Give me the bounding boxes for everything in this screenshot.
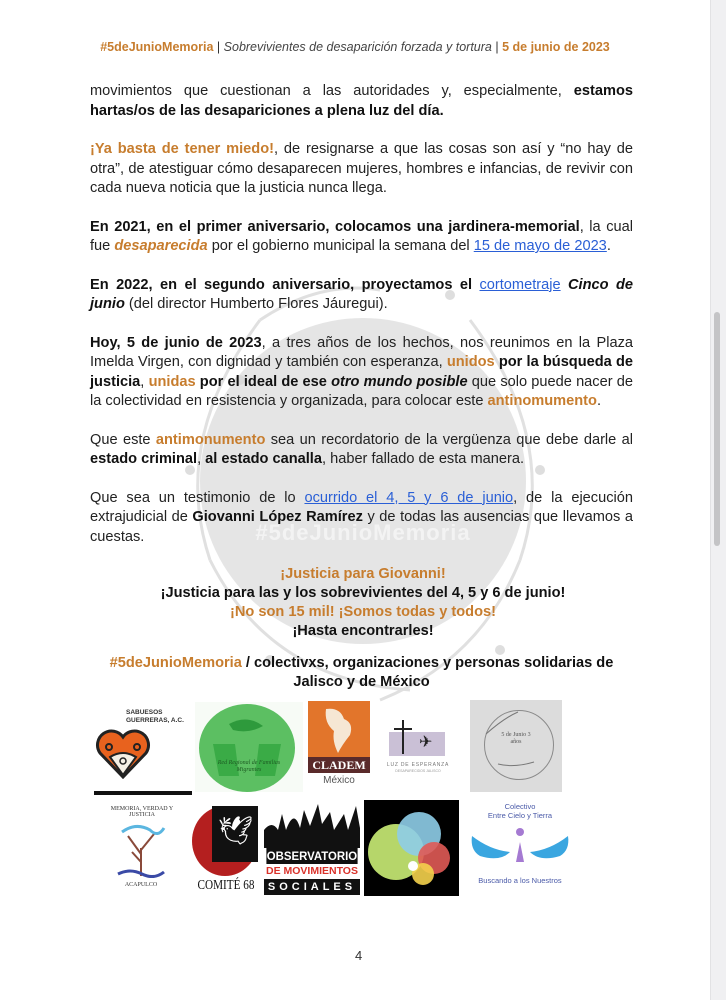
- watermark-text: #5deJunioMemoria: [255, 520, 471, 545]
- bold-text: En 2021, en el primer aniversario, colocamos una jardinera-memorial: [90, 218, 580, 235]
- bold-text: por la búsqueda de justicia: [90, 354, 633, 390]
- scrollbar-thumb[interactable]: [714, 312, 720, 546]
- highlight-text: unidas: [148, 373, 196, 390]
- logo-text: Colectivo: [504, 802, 536, 811]
- paragraph-6: [90, 431, 633, 470]
- body-text: [90, 82, 633, 566]
- header-separator: |: [213, 40, 224, 54]
- cross-icon: [402, 720, 404, 754]
- text: .: [596, 393, 602, 409]
- logo-text: OBSERVATORIO: [266, 849, 358, 863]
- text: sea un recordatorio de la vergüenza que debe darle al: [265, 431, 634, 448]
- bold-text: al estado canalla: [205, 451, 322, 467]
- film-title: Cinco de junio: [90, 276, 634, 312]
- text: movimientos que cuestionan a las autoridades y, especialmente,: [90, 83, 574, 99]
- logo-memoria-verdad-justicia: [94, 802, 188, 894]
- logo-circles: [364, 800, 459, 896]
- text: , de la ejecución extrajudicial de: [90, 489, 633, 525]
- logo-text: Buscando a los Nuestros: [478, 876, 562, 885]
- text: [561, 277, 568, 293]
- text: Que sea un testimonio de lo: [90, 489, 305, 506]
- olive-branch-icon: [474, 704, 558, 788]
- bold-text: estamos hartas/os de las desapariciones a plena luz del día.: [90, 83, 633, 119]
- logo-text: SABUESOS GUERRERAS, A.C.: [126, 709, 184, 724]
- tree-icon: [116, 818, 166, 878]
- divider: [94, 791, 192, 795]
- paragraph-7: [90, 489, 633, 548]
- header-subtitle: Sobrevivientes de desaparición forzada y tortura: [223, 40, 492, 54]
- page-header: [0, 40, 710, 54]
- slogan: ¡Justicia para Giovanni!: [280, 566, 446, 582]
- logo-text: CLADEM: [308, 757, 370, 773]
- text: , de resignarse a que las cosas son así y “no hay de otra”, de atestiguar cómo desaparecen mujeres, hombres e infancias, de revivir con cada nueva noticia que la justicia nunca llega.: [90, 141, 633, 196]
- paragraph-5: [90, 334, 633, 412]
- latin-america-map-icon: [320, 705, 358, 755]
- overlapping-circles-icon: [364, 800, 459, 896]
- slogan: ¡Hasta encontrarles!: [292, 623, 434, 639]
- slogan: ¡Justicia para las y los sobrevivientes del 4, 5 y 6 de junio!: [160, 585, 566, 601]
- highlight-text: antinomumento: [487, 393, 597, 409]
- text: Que este: [90, 431, 156, 448]
- logo-observatorio: [264, 800, 360, 896]
- logo-text: DE MOVIMIENTOS: [266, 865, 358, 877]
- logo-text: LUZ DE ESPERANZA: [386, 762, 450, 768]
- dove-icon: 🕊: [218, 815, 254, 846]
- logo-cladem: [308, 701, 370, 793]
- header-hashtag: #5deJunioMemoria: [100, 40, 214, 54]
- logo-text: SOCIALES: [264, 879, 360, 895]
- link-ocurrido[interactable]: ocurrido el 4, 5 y 6 de junio: [304, 489, 514, 506]
- text: (del director Humberto Flores Jáuregui).: [124, 296, 388, 312]
- paragraph-4: [90, 276, 633, 315]
- logo-text: 5 de Junio 3 años: [501, 732, 531, 745]
- logo-text: México: [323, 775, 355, 786]
- logo-text: DESAPARECIDOS JALISCO: [395, 769, 441, 773]
- slogans: [0, 565, 710, 641]
- header-separator: |: [491, 40, 503, 54]
- logo-5-de-junio: [470, 700, 562, 792]
- text: que solo puede nacer de la colectividad en resistencia y organizada, para colocar este: [90, 373, 634, 409]
- header-date: 5 de junio de 2023: [502, 40, 610, 54]
- bold-italic-text: otro mundo posible: [331, 373, 468, 390]
- logo-text: MEMORIA, VERDAD Y JUSTICIA: [110, 806, 174, 818]
- highlight-text: antimonumento: [155, 431, 266, 448]
- bold-text: estado criminal: [90, 451, 198, 467]
- paragraph-1: [90, 82, 633, 121]
- slogan: ¡No son 15 mil! ¡Somos todas y todos!: [230, 604, 496, 620]
- logo-comite-68: [190, 800, 262, 896]
- text: .: [606, 238, 611, 254]
- highlight-text: unidos: [446, 354, 495, 370]
- logo-red-regional: [195, 702, 303, 792]
- logo-text: COMITÉ 68: [197, 878, 255, 893]
- bold-text: por el ideal de ese: [195, 373, 332, 390]
- logo-sabuesos-guerreras: [92, 705, 192, 797]
- signature-hashtag: #5deJunioMemoria: [109, 655, 242, 671]
- hummingbird-icon: ✈: [419, 734, 433, 751]
- text: , a tres años de los hechos, nos reunimos en la Plaza Imelda Virgen, con dignidad y también con esperanza,: [90, 334, 633, 370]
- bold-text: Giovanni López Ramírez: [192, 509, 363, 525]
- highlight-text: desaparecida: [114, 238, 208, 254]
- text: , haber fallado de esta manera.: [321, 451, 524, 467]
- paragraph-3: [90, 218, 633, 257]
- text: ,: [197, 451, 206, 467]
- bold-text: En 2022, en el segundo aniversario, proyectamos el: [90, 276, 480, 293]
- bold-text: Hoy, 5 de junio de 2023: [90, 334, 262, 351]
- signature: [90, 654, 633, 692]
- paragraph-2: [90, 140, 633, 199]
- hands-dove-icon: [199, 704, 295, 792]
- dog-heart-icon: [94, 727, 152, 779]
- text: por el gobierno municipal la semana del: [207, 238, 474, 254]
- link-cortometraje[interactable]: cortometraje: [479, 276, 561, 293]
- link-15-mayo[interactable]: 15 de mayo de 2023: [473, 238, 607, 254]
- signature-text: / colectivxs, organizaciones y personas solidarias de Jalisco y de México: [241, 655, 614, 690]
- highlight-text: ¡Ya basta de tener miedo!: [90, 141, 274, 157]
- logo-text: ACAPULCO: [124, 882, 158, 888]
- text: y de todas las ausencias que llevamos a cuestas.: [90, 509, 633, 545]
- logo-entre-cielo-y-tierra: [468, 798, 572, 894]
- text: ,: [140, 373, 149, 390]
- logo-text: Entre Cielo y Tierra: [487, 811, 553, 820]
- text: , la cual fue: [90, 218, 633, 254]
- logo-text: Red Regional de Familias Migrantes: [217, 760, 281, 773]
- raised-fists-crowd-icon: [264, 800, 360, 848]
- page-number: 4: [355, 948, 363, 963]
- logo-luz-de-esperanza: [383, 710, 453, 790]
- hands-icon: [470, 822, 570, 872]
